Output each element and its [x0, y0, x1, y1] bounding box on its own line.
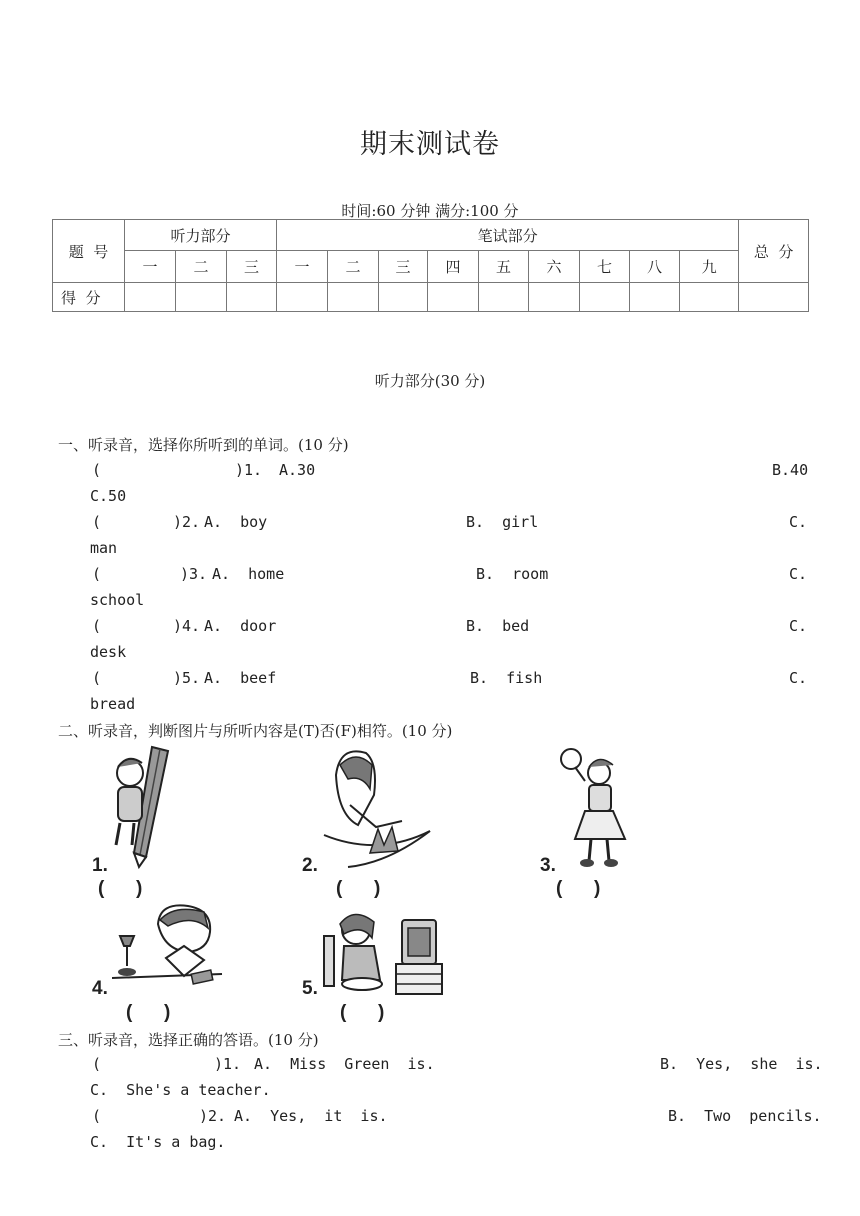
exam-meta: 时间:60 分钟 满分:100 分 [341, 202, 519, 220]
part1-heading: 一、听录音，选择你所听到的单词。(10 分) [58, 436, 349, 454]
written-col: 五 [479, 251, 529, 283]
q5-option-c: C. [789, 669, 808, 687]
score-cell[interactable] [630, 283, 680, 312]
score-cell[interactable] [680, 283, 739, 312]
boy-with-pencil-picture [108, 745, 178, 870]
score-table [52, 219, 809, 312]
written-col: 四 [428, 251, 479, 283]
q3-option-b: B. room [476, 565, 549, 583]
pic5-answer-paren[interactable]: ( ) [340, 1002, 385, 1023]
listening-col: 一 [125, 251, 176, 283]
p3-q1-option-c: C. She's a teacher. [90, 1081, 271, 1099]
listening-header: 听力部分 [125, 220, 277, 251]
listening-col: 三 [227, 251, 277, 283]
q5-option-a: A. beef [204, 669, 277, 687]
q4-option-a: A. door [204, 617, 277, 635]
part3-heading: 三、听录音，选择正确的答语。(10 分) [58, 1031, 319, 1049]
score-cell[interactable] [529, 283, 580, 312]
written-col: 六 [529, 251, 580, 283]
pic3-answer-paren[interactable]: ( ) [556, 878, 601, 899]
page-title: 期末测试卷 [360, 129, 500, 160]
score-cell[interactable] [125, 283, 176, 312]
pic4-answer-paren[interactable]: ( ) [126, 1002, 171, 1023]
q3-option-c: C. [789, 565, 808, 583]
girl-watching-tv-picture [322, 902, 444, 998]
q1-option-a: A.30 [279, 461, 316, 479]
written-header: 笔试部分 [277, 220, 739, 251]
pic2-number: 2. [302, 855, 318, 876]
score-cell[interactable] [277, 283, 328, 312]
p3-q2-option-c: C. It's a bag. [90, 1133, 226, 1151]
q3-paren: ( [92, 565, 102, 583]
girl-cutting-paper-picture [318, 745, 436, 870]
q1-option-b: B.40 [772, 461, 809, 479]
q2-option-c-word: man [90, 539, 118, 557]
p3-q1-option-b: B. Yes, she is. [660, 1055, 823, 1073]
written-col: 三 [379, 251, 428, 283]
girl-reading-at-desk-picture [112, 902, 230, 987]
q1-number: )1. [235, 461, 263, 479]
pic5-number: 5. [302, 978, 318, 999]
p3-q1-paren: ( [92, 1055, 102, 1073]
written-col: 七 [580, 251, 630, 283]
q4-option-c-word: desk [90, 643, 127, 661]
score-cell[interactable] [379, 283, 428, 312]
q5-option-c-word: bread [90, 695, 136, 713]
score-cell[interactable] [479, 283, 529, 312]
p3-q2-number: )2. [199, 1107, 227, 1125]
girl-with-mirror-picture [555, 745, 645, 873]
score-cell[interactable] [176, 283, 227, 312]
pic1-answer-paren[interactable]: ( ) [98, 878, 143, 899]
score-cell[interactable] [580, 283, 630, 312]
pic4-number: 4. [92, 978, 108, 999]
listening-section-title: 听力部分(30 分) [374, 372, 486, 390]
q5-option-b: B. fish [470, 669, 543, 687]
q3-option-a: A. home [212, 565, 285, 583]
q2-number: )2. [173, 513, 201, 531]
pic2-answer-paren[interactable]: ( ) [336, 878, 381, 899]
written-col: 一 [277, 251, 328, 283]
written-col: 八 [630, 251, 680, 283]
q2-option-b: B. girl [466, 513, 539, 531]
q4-option-b: B. bed [466, 617, 530, 635]
q4-paren: ( [92, 617, 102, 635]
q5-paren: ( [92, 669, 102, 687]
pic3-number: 3. [540, 855, 556, 876]
p3-q2-option-b: B. Two pencils. [668, 1107, 822, 1125]
q3-option-c-word: school [90, 591, 145, 609]
q2-option-c: C. [789, 513, 808, 531]
score-cell[interactable] [739, 283, 809, 312]
listening-col: 二 [176, 251, 227, 283]
row-label-question-no: 题 号 [53, 220, 125, 283]
q4-number: )4. [173, 617, 201, 635]
p3-q1-option-a: A. Miss Green is. [254, 1055, 435, 1073]
q2-option-a: A. boy [204, 513, 268, 531]
written-col: 九 [680, 251, 739, 283]
q2-paren: ( [92, 513, 102, 531]
p3-q2-paren: ( [92, 1107, 102, 1125]
p3-q2-option-a: A. Yes, it is. [234, 1107, 388, 1125]
q1-paren: ( [92, 461, 102, 479]
written-col: 二 [328, 251, 379, 283]
p3-q1-number: )1. [214, 1055, 242, 1073]
score-cell[interactable] [328, 283, 379, 312]
pic1-number: 1. [92, 855, 108, 876]
row-label-score: 得 分 [53, 283, 125, 312]
q1-option-c: C.50 [90, 487, 127, 505]
part2-heading: 二、听录音，判断图片与所听内容是(T)否(F)相符。(10 分) [58, 722, 453, 740]
q3-number: )3. [180, 565, 208, 583]
q5-number: )5. [173, 669, 201, 687]
score-cell[interactable] [227, 283, 277, 312]
q4-option-c: C. [789, 617, 808, 635]
score-cell[interactable] [428, 283, 479, 312]
total-header: 总 分 [739, 220, 809, 283]
